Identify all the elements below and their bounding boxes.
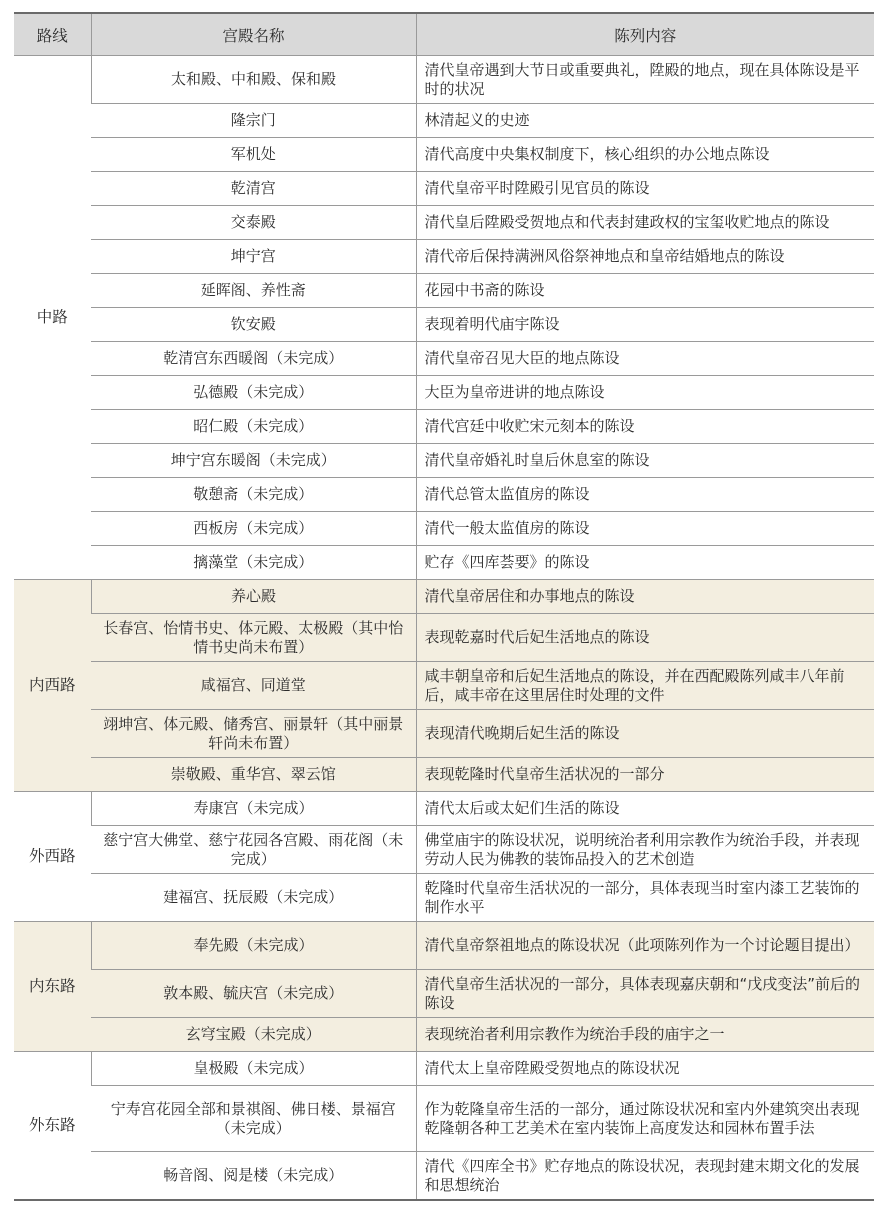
exhibit-table xyxy=(14,12,874,1201)
exhibit-table-container xyxy=(14,12,874,1201)
table-row xyxy=(14,444,874,478)
table-row xyxy=(14,1052,874,1086)
palace-name-cell: 隆宗门 xyxy=(91,104,416,138)
palace-name-cell: 建福宫、抚辰殿（未完成） xyxy=(91,874,416,922)
palace-name-cell: 咸福宫、同道堂 xyxy=(91,662,416,710)
route-cell: 中路 xyxy=(14,56,91,580)
palace-name-cell: 乾清宫 xyxy=(91,172,416,206)
palace-name-cell: 敦本殿、毓庆宫（未完成） xyxy=(91,970,416,1018)
table-row xyxy=(14,240,874,274)
exhibit-content-cell: 清代帝后保持满洲风俗祭神地点和皇帝结婚地点的陈设 xyxy=(416,240,874,274)
table-row xyxy=(14,342,874,376)
table-row xyxy=(14,1152,874,1201)
table-row xyxy=(14,274,874,308)
header-row xyxy=(14,13,874,56)
palace-name-cell: 敬憩斋（未完成） xyxy=(91,478,416,512)
route-cell: 外西路 xyxy=(14,792,91,922)
exhibit-content-cell: 表现乾嘉时代后妃生活地点的陈设 xyxy=(416,614,874,662)
table-row xyxy=(14,138,874,172)
exhibit-content-cell: 清代皇帝生活状况的一部分，具体表现嘉庆朝和“戊戌变法”前后的陈设 xyxy=(416,970,874,1018)
palace-name-cell: 寿康宫（未完成） xyxy=(91,792,416,826)
palace-name-cell: 军机处 xyxy=(91,138,416,172)
exhibit-content-cell: 贮存《四库荟要》的陈设 xyxy=(416,546,874,580)
table-row xyxy=(14,56,874,104)
table-row xyxy=(14,580,874,614)
table-row xyxy=(14,662,874,710)
palace-name-cell: 西板房（未完成） xyxy=(91,512,416,546)
table-header xyxy=(14,13,874,56)
exhibit-content-cell: 清代宫廷中收贮宋元刻本的陈设 xyxy=(416,410,874,444)
palace-name-cell: 奉先殿（未完成） xyxy=(91,922,416,970)
palace-name-cell: 昭仁殿（未完成） xyxy=(91,410,416,444)
exhibit-content-cell: 佛堂庙宇的陈设状况，说明统治者利用宗教作为统治手段，并表现劳动人民为佛教的装饰品投入的艺术创造 xyxy=(416,826,874,874)
exhibit-content-cell: 表现统治者利用宗教作为统治手段的庙宇之一 xyxy=(416,1018,874,1052)
palace-name-cell: 慈宁宫大佛堂、慈宁花园各宫殿、雨花阁（未完成） xyxy=(91,826,416,874)
exhibit-content-cell: 表现清代晚期后妃生活的陈设 xyxy=(416,710,874,758)
exhibit-content-cell: 清代太上皇帝陞殿受贺地点的陈设状况 xyxy=(416,1052,874,1086)
palace-name-cell: 长春宫、怡情书史、体元殿、太极殿（其中怡情书史尚未布置） xyxy=(91,614,416,662)
palace-name-cell: 弘德殿（未完成） xyxy=(91,376,416,410)
exhibit-content-cell: 咸丰朝皇帝和后妃生活地点的陈设，并在西配殿陈列咸丰八年前后，咸丰帝在这里居住时处理的文件 xyxy=(416,662,874,710)
route-cell: 内东路 xyxy=(14,922,91,1052)
exhibit-content-cell: 清代一般太监值房的陈设 xyxy=(416,512,874,546)
table-row xyxy=(14,512,874,546)
table-row xyxy=(14,1018,874,1052)
exhibit-content-cell: 清代《四库全书》贮存地点的陈设状况，表现封建末期文化的发展和思想统治 xyxy=(416,1152,874,1201)
exhibit-content-cell: 乾隆时代皇帝生活状况的一部分，具体表现当时室内漆工艺装饰的制作水平 xyxy=(416,874,874,922)
palace-name-cell: 钦安殿 xyxy=(91,308,416,342)
table-row xyxy=(14,104,874,138)
table-row xyxy=(14,1086,874,1152)
table-row xyxy=(14,410,874,444)
table-row xyxy=(14,758,874,792)
palace-name-cell: 乾清宫东西暖阁（未完成） xyxy=(91,342,416,376)
table-row xyxy=(14,792,874,826)
header-content: 陈列内容 xyxy=(416,13,874,56)
route-cell: 外东路 xyxy=(14,1052,91,1201)
exhibit-content-cell: 清代皇帝祭祖地点的陈设状况（此项陈列作为一个讨论题目提出） xyxy=(416,922,874,970)
exhibit-content-cell: 清代皇帝居住和办事地点的陈设 xyxy=(416,580,874,614)
palace-name-cell: 交泰殿 xyxy=(91,206,416,240)
header-palace: 宫殿名称 xyxy=(91,13,416,56)
palace-name-cell: 玄穹宝殿（未完成） xyxy=(91,1018,416,1052)
exhibit-content-cell: 大臣为皇帝进讲的地点陈设 xyxy=(416,376,874,410)
exhibit-content-cell: 清代皇帝婚礼时皇后休息室的陈设 xyxy=(416,444,874,478)
palace-name-cell: 翊坤宫、体元殿、储秀宫、丽景轩（其中丽景轩尚未布置） xyxy=(91,710,416,758)
exhibit-content-cell: 表现乾隆时代皇帝生活状况的一部分 xyxy=(416,758,874,792)
exhibit-content-cell: 清代总管太监值房的陈设 xyxy=(416,478,874,512)
palace-name-cell: 养心殿 xyxy=(91,580,416,614)
table-body xyxy=(14,56,874,1201)
table-row xyxy=(14,546,874,580)
palace-name-cell: 坤宁宫 xyxy=(91,240,416,274)
exhibit-content-cell: 清代皇后陞殿受贺地点和代表封建政权的宝玺收贮地点的陈设 xyxy=(416,206,874,240)
exhibit-content-cell: 清代高度中央集权制度下，核心组织的办公地点陈设 xyxy=(416,138,874,172)
header-route: 路线 xyxy=(14,13,91,56)
palace-name-cell: 宁寿宫花园全部和景祺阁、佛日楼、景福宫（未完成） xyxy=(91,1086,416,1152)
palace-name-cell: 皇极殿（未完成） xyxy=(91,1052,416,1086)
exhibit-content-cell: 清代皇帝遇到大节日或重要典礼，陞殿的地点，现在具体陈设是平时的状况 xyxy=(416,56,874,104)
table-row xyxy=(14,970,874,1018)
table-row xyxy=(14,376,874,410)
palace-name-cell: 摛藻堂（未完成） xyxy=(91,546,416,580)
table-row xyxy=(14,874,874,922)
table-row xyxy=(14,710,874,758)
exhibit-content-cell: 花园中书斋的陈设 xyxy=(416,274,874,308)
table-row xyxy=(14,826,874,874)
palace-name-cell: 坤宁宫东暖阁（未完成） xyxy=(91,444,416,478)
table-row xyxy=(14,308,874,342)
table-row xyxy=(14,922,874,970)
table-row xyxy=(14,614,874,662)
exhibit-content-cell: 清代皇帝召见大臣的地点陈设 xyxy=(416,342,874,376)
palace-name-cell: 崇敬殿、重华宫、翠云馆 xyxy=(91,758,416,792)
palace-name-cell: 延晖阁、养性斋 xyxy=(91,274,416,308)
exhibit-content-cell: 林清起义的史迹 xyxy=(416,104,874,138)
exhibit-content-cell: 清代太后或太妃们生活的陈设 xyxy=(416,792,874,826)
table-row xyxy=(14,206,874,240)
table-row xyxy=(14,172,874,206)
table-row xyxy=(14,478,874,512)
palace-name-cell: 畅音阁、阅是楼（未完成） xyxy=(91,1152,416,1201)
route-cell: 内西路 xyxy=(14,580,91,792)
palace-name-cell: 太和殿、中和殿、保和殿 xyxy=(91,56,416,104)
exhibit-content-cell: 作为乾隆皇帝生活的一部分，通过陈设状况和室内外建筑突出表现乾隆朝各种工艺美术在室内装饰上高度发达和园林布置手法 xyxy=(416,1086,874,1152)
exhibit-content-cell: 表现着明代庙宇陈设 xyxy=(416,308,874,342)
exhibit-content-cell: 清代皇帝平时陞殿引见官员的陈设 xyxy=(416,172,874,206)
